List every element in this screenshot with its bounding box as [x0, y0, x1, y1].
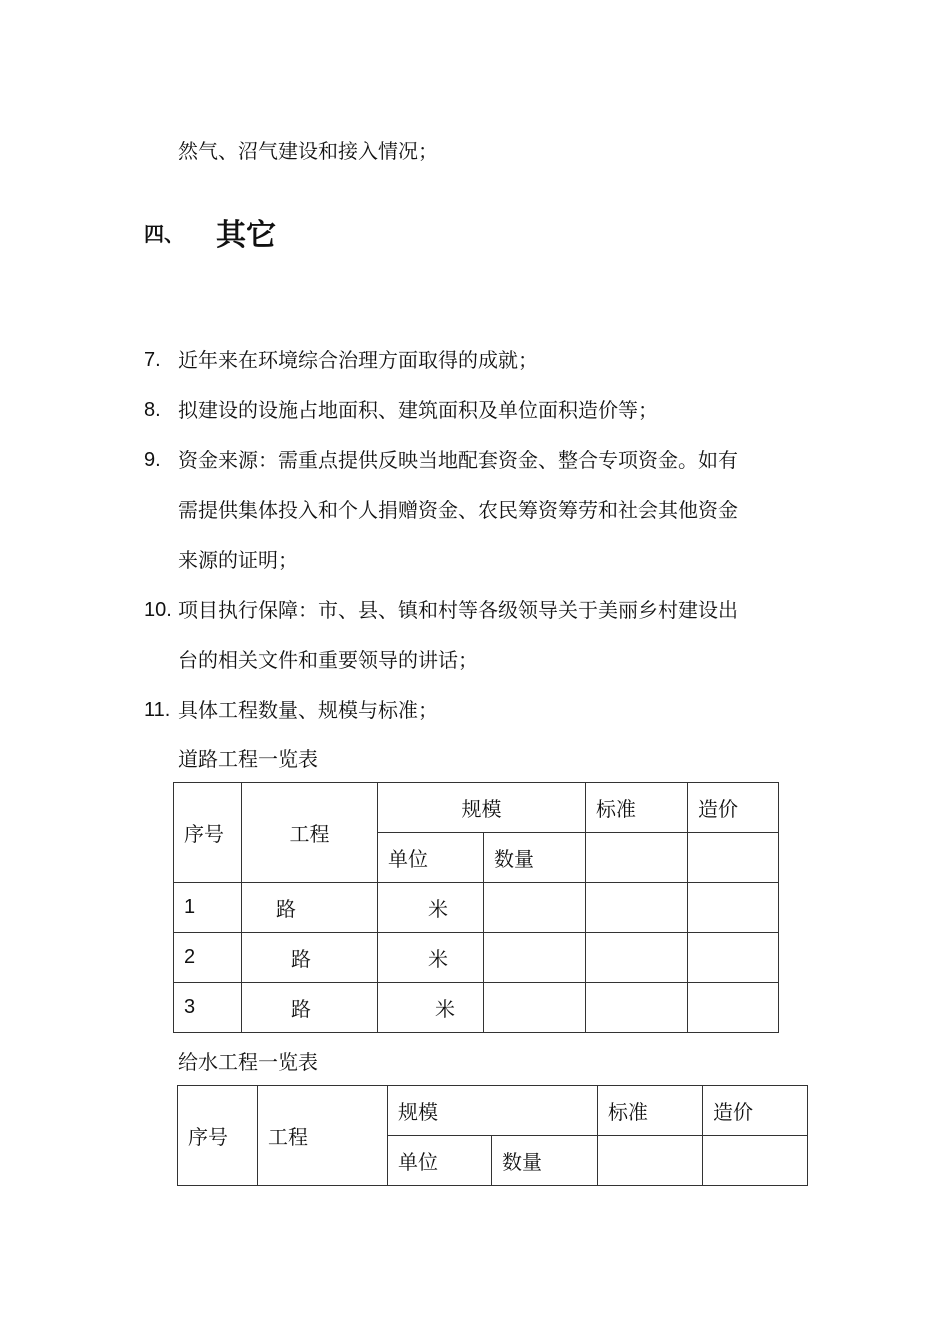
road-row-2-quantity [484, 933, 586, 983]
water-table [177, 1085, 808, 1186]
road-row-1-standard [586, 883, 688, 933]
road-header-project: 工程 [242, 783, 378, 883]
water-table-caption: 给水工程一览表 [178, 1050, 318, 1074]
intro-line: 然气、沼气建设和接入情况； [178, 139, 438, 163]
item-9-line-1: 资金来源：需重点提供反映当地配套资金、整合专项资金。如有 [178, 448, 738, 472]
item-7-number: 7. [144, 349, 161, 371]
water-header-scale: 规模 [388, 1086, 598, 1136]
table-row [174, 983, 779, 1033]
road-row-3-unit: 米 [378, 983, 484, 1033]
road-header-seq: 序号 [174, 783, 242, 883]
road-row-1-cost [688, 883, 779, 933]
water-header-cost: 造价 [703, 1086, 808, 1136]
water-header-empty-cost [703, 1136, 808, 1186]
road-row-1-seq: 1 [174, 883, 242, 933]
item-8-number: 8. [144, 399, 161, 421]
water-header-unit: 单位 [388, 1136, 492, 1186]
item-11-number: 11. [144, 699, 171, 721]
road-header-empty-cost [688, 833, 779, 883]
water-header-quantity: 数量 [492, 1136, 598, 1186]
road-row-2-unit: 米 [378, 933, 484, 983]
table-row [174, 883, 779, 933]
road-header-unit: 单位 [378, 833, 484, 883]
road-row-3-quantity [484, 983, 586, 1033]
road-row-2-seq: 2 [174, 933, 242, 983]
water-header-standard: 标准 [598, 1086, 703, 1136]
item-9-line-2: 需提供集体投入和个人捐赠资金、农民筹资筹劳和社会其他资金 [178, 498, 738, 522]
road-table [173, 782, 779, 1033]
water-header-seq: 序号 [178, 1086, 258, 1186]
road-row-2-standard [586, 933, 688, 983]
water-header-empty-standard [598, 1136, 703, 1186]
road-header-empty-standard [586, 833, 688, 883]
item-10-number: 10. [144, 599, 172, 621]
road-row-1-quantity [484, 883, 586, 933]
item-7-line-1: 近年来在环境综合治理方面取得的成就； [178, 348, 538, 372]
road-header-cost: 造价 [688, 783, 779, 833]
road-row-1-project: 路 [242, 883, 378, 933]
item-8-line-1: 拟建设的设施占地面积、建筑面积及单位面积造价等； [178, 398, 658, 422]
item-10-line-1: 项目执行保障：市、县、镇和村等各级领导关于美丽乡村建设出 [178, 598, 738, 622]
road-row-2-cost [688, 933, 779, 983]
road-row-1-unit: 米 [378, 883, 484, 933]
road-row-3-standard [586, 983, 688, 1033]
road-header-standard: 标准 [586, 783, 688, 833]
item-9-line-3: 来源的证明； [178, 548, 298, 572]
road-table-caption: 道路工程一览表 [178, 747, 318, 771]
road-row-3-cost [688, 983, 779, 1033]
section-number: 四、 [144, 222, 184, 246]
water-header-project: 工程 [258, 1086, 388, 1186]
item-9-number: 9. [144, 449, 161, 471]
road-row-3-project: 路 [242, 983, 378, 1033]
item-11-line-1: 具体工程数量、规模与标准； [178, 698, 438, 722]
road-header-quantity: 数量 [484, 833, 586, 883]
item-10-line-2: 台的相关文件和重要领导的讲话； [178, 648, 478, 672]
road-row-2-project: 路 [242, 933, 378, 983]
table-row [174, 933, 779, 983]
road-row-3-seq: 3 [174, 983, 242, 1033]
road-header-scale: 规模 [378, 783, 586, 833]
section-title: 其它 [216, 218, 276, 253]
